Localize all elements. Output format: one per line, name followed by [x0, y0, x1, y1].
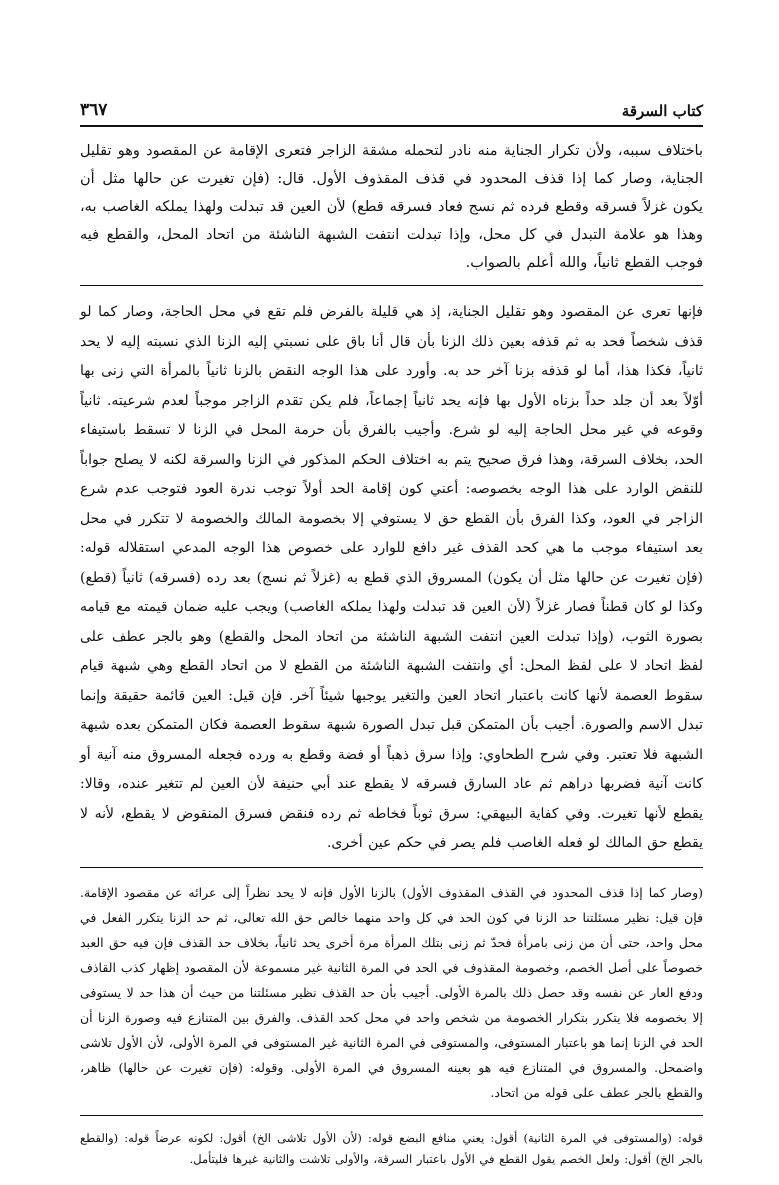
sharh-text-block	[80, 298, 703, 859]
section-divider	[80, 1115, 703, 1116]
sharh-paragraph: فإنها تعرى عن المقصود وهو تقليل الجناية، إذ هي قليلة بالفرض فلم تقع في محل الحاجة، وصار كما لو قذف شخصاً فحد به ثم قذفه بعين ذلك الزنا بأن قال أنا باق على نسبتي إليه الزنا الذي نسبته إليه لا يحد ثانياً، فكذا هذا، أما لو قذفه بزنا آخر حد به. وأورد على هذا الوجه النقض بالزنا ثانياً بالمرأة التي زنى بها أوّلاً بعد أن جلد حداً بزناه الأول بها فإنه يحد ثانياً إجماعاً، فلم يكن تقدم الزاجر موجباً لعدم شرعيته. ثانياً وقوعه في غير محل الحاجة إليه لو شرع. وأجيب بالفرق بأن حرمة المحل في الزنا لا تسقط باستيفاء الحد، بخلاف السرقة، وهذا فرق صحيح يتم به اختلاف الحكم المذكور في الزنا والسرقة لكنه لا يصلح جواباً للنقض الوارد على هذا الوجه بخصوصه: أعني كون إقامة الحد أولاً توجب ندرة العود فتوجب عدم شرع الزاجر في العود، وكذا الفرق بأن القطع حق لا يستوفي إلا بخصومة المالك والخصومة لا تتكرر في محل بعد استيفاء موجب ما هي كحد القذف غير دافع للوارد على خصوص هذا الوجه المدعي استقلاله قوله: (فإن تغيرت عن حالها مثل أن يكون) المسروق الذي قطع به (غزلاً ثم نسج) بعد رده (فسرقه) ثانياً (قطع) وكذا لو كان قطناً فصار غزلاً (لأن العين قد تبدلت ولهذا يملكه الغاصب) ويجب عليه ضمان قيمته مع قيامه بصورة الثوب، (وإذا تبدلت العين انتفت الشبهة الناشئة من اتحاد المحل والقطع) وهو بالجر عطف على لفظ اتحاد لا على لفظ المحل: أي وانتفت الشبهة الناشئة من القطع لا من اتحاد القطع وهي شبهة قيام سقوط العصمة لأنها كانت باعتبار اتحاد العين والتغير يوجبها شيئاً آخر. فإن قيل: العين قائمة حقيقة وإنما تبدل الاسم والصورة. أجيب بأن المتمكن قبل تبدل الصورة شبهة سقوط العصمة فكان المتمكن بعده شبهة الشبهة فلا تعتبر. وفي شرح الطحاوي: وإذا سرق ذهباً أو فضة وقطع به ورده فجعله المسروق منه آنية أو كانت آنية فضربها دراهم ثم عاد السارق فسرقه لا يقطع عند أبي حنيفة لأن العين لم تتغير عنده، وقالا: يقطع لأنها تغيرت. وفي كفاية البيهقي: سرق ثوباً فخاطه ثم رده فنقض فسرق المنقوض لا يقطع، لأنه لا يقطع حق المالك لو فعله الغاصب فلم يصر في حكم عين أخرى.	[80, 304, 703, 851]
inaya-paragraph: (وصار كما إذا قذف المحدود في القذف المقذوف الأول) بالزنا الأول فإنه لا يحد نظراً إلى عرائه عن مقصود الإقامة. فإن قيل: نظير مسئلتنا حد الزنا في كون الحد في كل واحد منهما خالص حق الله تعالى، ثم حد الزنا يتكرر الفعل في محل واحد، حتى أن من زنى بامرأة فحدّ ثم زنى بتلك المرأة مرة أخرى يحد ثانياً، بخلاف حد القذف فإن فيه حق العبد خصوصاً على أصل الخصم، وخصومة المقذوف في الحد في المرة الثانية غير مسموعة لأن المقصود إظهار كذب القاذف ودفع العار عن نفسه وقد حصل ذلك بالمرة الأولى. أجيب بأن حد القذف نظير مسئلتنا من حيث أن هذا حد لا يستوفى إلا بخصومه فلا يتكرر بتكرار الخصومة من شخص واحد في محل كحد القذف. والفرق بين المتنازع فيه وصورة الزنا أن الحد في الزنا إنما هو باعتبار المستوفى، والمستوفى في المرة الثانية غير المستوفى في المرة الأولى، لأن الأول تلاشى واضمحل. والمسروق في المتنازع فيه هو بعينه المسروق في المرة الأولى. وقوله: (فإن تغيرت عن حالها) ظاهر، والقطع بالجر عطف على قوله من اتحاد.	[80, 884, 703, 1100]
book-title: كتاب السرقة	[621, 102, 703, 120]
section-divider	[80, 867, 703, 868]
matn-text-block	[80, 137, 703, 277]
matn-paragraph: باختلاف سببه، ولأن تكرار الجناية منه نادر لتحمله مشقة الزاجر فتعرى الإقامة عن المقصود وهو تقليل الجناية، وصار كما إذا قذف المحدود في قذف المقذوف الأول. قال: (فإن تغيرت عن حالها مثل أن يكون غزلاً فسرقه وقطع فرده ثم نسج فعاد فسرقه قطع) لأن العين قد تبدلت ولهذا يملكه الغاصب به، وهذا هو علامة التبدل في كل محل، وإذا تبدلت انتفت الشبهة الناشئة من اتحاد المحل، والقطع فيه فوجب القطع ثانياً، والله أعلم بالصواب.	[80, 143, 703, 271]
inaya-text-block	[80, 880, 703, 1105]
page-number: ٣٦٧	[80, 100, 108, 120]
hashiya-paragraph: قوله: (والمستوفى في المرة الثانية) أقول: يعني منافع البضع قوله: (لأن الأول تلاشى الخ) أقول: لكونه عرضاً قوله: (والقطع بالجر الخ) أقول: ولعل الخصم يقول القطع في الأول باعتبار السرقة، والأولى تلاشت والثانية غيرها فليتأمل.	[80, 1130, 703, 1166]
hashiya-text-block	[80, 1128, 703, 1170]
section-divider	[80, 285, 703, 286]
page-header	[80, 100, 703, 127]
